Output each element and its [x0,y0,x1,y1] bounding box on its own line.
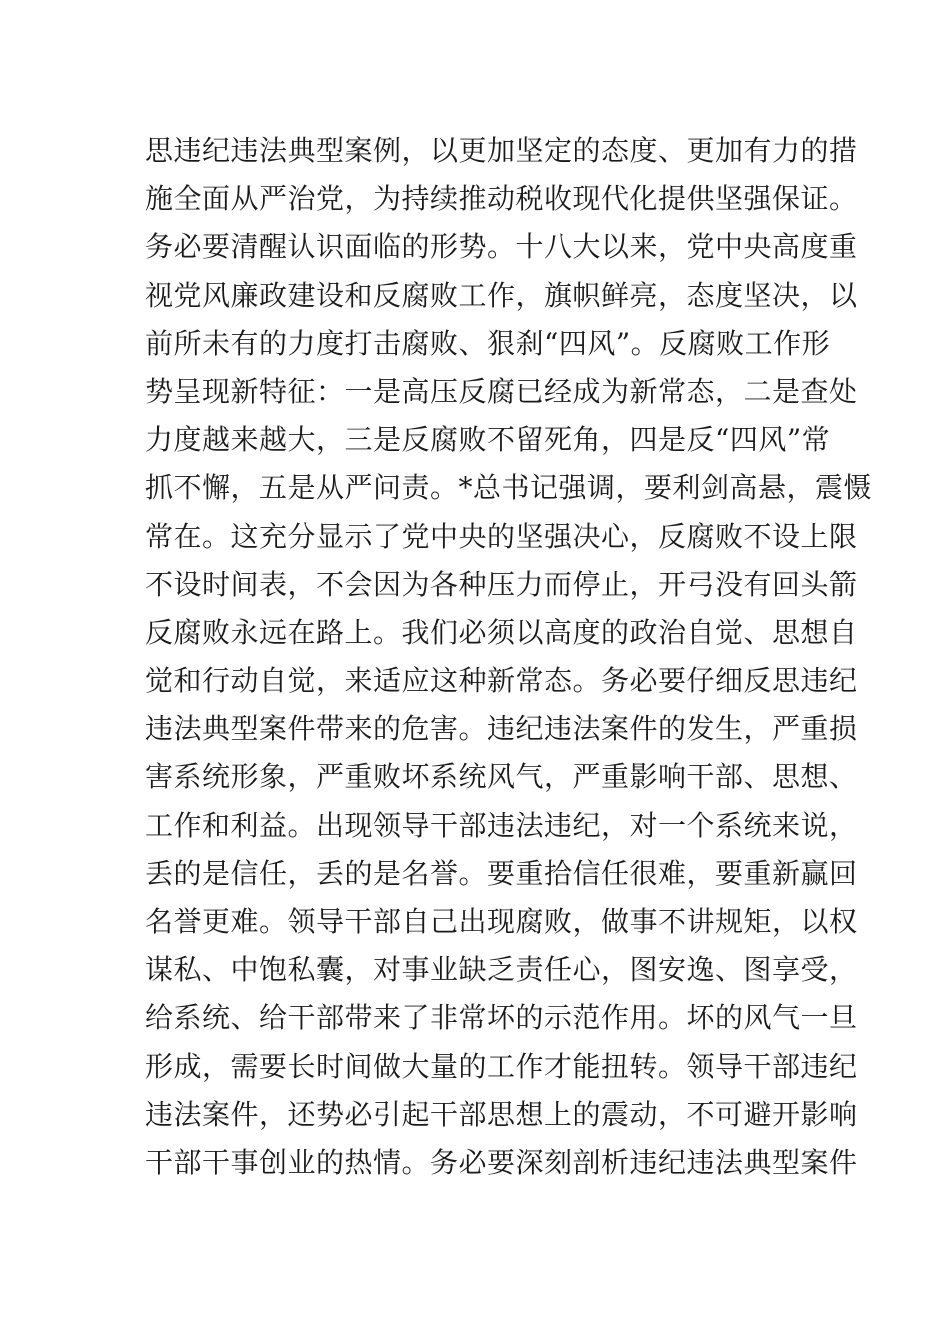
text-line: 名誉更难。领导干部自己出现腐败，做事不讲规矩，以权 [145,905,858,938]
text-line: 务必要清醒认识面临的形势。十八大以来，党中央高度重 [145,230,858,264]
text-line: 丢的是信任，丢的是名誉。要重拾信任很难，要重新赢回 [145,856,858,890]
body-text [145,127,873,1187]
text-line: 谋私、中饱私囊，对事业缺乏责任心，图安逸、图享受， [145,953,858,987]
text-line: 势呈现新特征：一是高压反腐已经成为新常态，二是查处 [145,374,858,408]
text-line: 干部干事创业的热情。务必要深刻剖析违纪违法典型案件 [145,1145,858,1179]
text-line: 抓不懈，五是从严问责。*总书记强调，要利剑高悬，震慑 [145,471,873,505]
text-line: 不设时间表，不会因为各种压力而停止，开弓没有回头箭 [145,567,858,601]
text-line: 觉和行动自觉，来适应这种新常态。务必要仔细反思违纪 [145,664,858,698]
text-line: 害系统形象，严重败坏系统风气，严重影响干部、思想、 [145,760,858,794]
text-line: 施全面从严治党，为持续推动税收现代化提供坚强保证。 [145,182,858,216]
text-line: 前所未有的力度打击腐败、狠刹“四风”。反腐败工作形 [145,326,831,360]
text-line: 给系统、给干部带来了非常坏的示范作用。坏的风气一旦 [145,1001,858,1035]
text-line: 反腐败永远在路上。我们必须以高度的政治自觉、思想自 [145,615,858,649]
text-line: 形成，需要长时间做大量的工作才能扭转。领导干部违纪 [145,1049,858,1083]
text-line: 违法案件，还势必引起干部思想上的震动，不可避开影响 [145,1097,858,1131]
text-line: 视党风廉政建设和反腐败工作，旗帜鲜亮，态度坚决，以 [145,278,858,312]
text-line: 工作和利益。出现领导干部违法违纪，对一个系统来说， [145,808,858,842]
text-line: 思违纪违法典型案例，以更加坚定的态度、更加有力的措 [145,134,858,167]
text-line: 常在。这充分显示了党中央的坚强决心，反腐败不设上限 [145,519,858,553]
text-line: 违法典型案件带来的危害。违纪违法案件的发生，严重损 [145,712,858,746]
text-line: 力度越来越大，三是反腐败不留死角，四是反“四风”常 [145,423,831,457]
